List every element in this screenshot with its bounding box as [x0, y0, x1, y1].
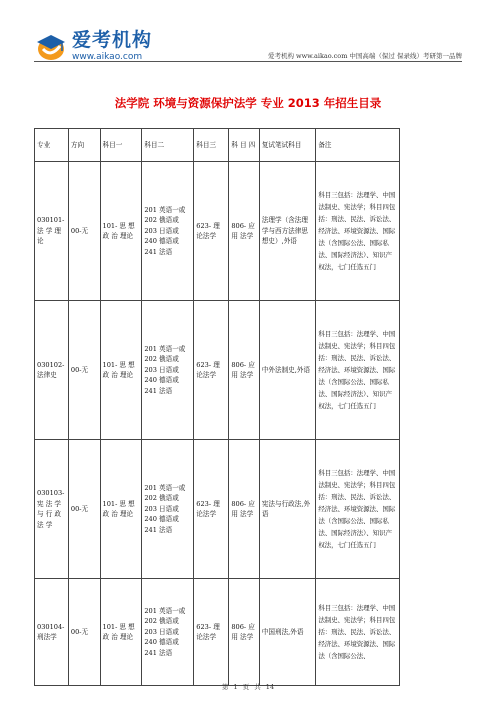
cell-subject3: 623- 理论法学 — [194, 301, 229, 440]
cell-exam: 中外法制史,外语 — [259, 301, 316, 440]
admission-table — [34, 128, 400, 686]
header-subject3: 科目三 — [194, 129, 229, 162]
cell-exam: 宪法与行政法,外语 — [259, 440, 316, 579]
site-logo[interactable] — [34, 27, 184, 65]
cell-exam: 法理学（含法理学与西方法律思想史）,外语 — [259, 162, 316, 301]
table-row — [35, 301, 400, 440]
cell-subject1: 101- 思 想 政 治 理论 — [100, 440, 142, 579]
cell-note: 科目三包括：法理学、中国法制史、宪法学；科目四包括：刑法、民法、诉讼法、经济法、环境资源法、国际法（含国际公法、 — [316, 579, 400, 686]
cell-note: 科目三包括：法理学、中国法制史、宪法学；科目四包括：刑法、民法、诉讼法、经济法、环境资源法、国际法（含国际公法、国际私法、国际经济法）、知识产权法，七门任选五门 — [316, 301, 400, 440]
logo-url: www.aikao.com — [72, 51, 143, 62]
header-note: 备注 — [316, 129, 400, 162]
table-row — [35, 162, 400, 301]
cell-subject2: 201 英语一或 202 俄语或 203 日语或 240 德语或 241 法语 — [142, 162, 194, 301]
cell-direction: 00-无 — [68, 579, 100, 686]
header-subject4: 科 目 四 — [229, 129, 260, 162]
cell-subject2: 201 英语一或 202 俄语或 203 日语或 240 德语或 241 法语 — [142, 579, 194, 686]
cell-subject2: 201 英语一或 202 俄语或 203 日语或 240 德语或 241 法语 — [142, 440, 194, 579]
cell-subject4: 806- 应 用 法学 — [229, 440, 260, 579]
cell-subject3: 623- 理论法学 — [194, 440, 229, 579]
cell-major: 030101- 法 学 理 论 — [35, 162, 69, 301]
header-exam: 复试笔试科目 — [259, 129, 316, 162]
cell-exam: 中国刑法,外语 — [259, 579, 316, 686]
header-subject1: 科目一 — [100, 129, 142, 162]
cell-direction: 00-无 — [68, 162, 100, 301]
cell-subject1: 101- 思 想 政 治 理论 — [100, 301, 142, 440]
cell-subject1: 101- 思 想 政 治 理论 — [100, 579, 142, 686]
header-direction: 方向 — [68, 129, 100, 162]
table-row — [35, 440, 400, 579]
cell-major: 030103- 宪 法 学 与 行 政 法 学 — [35, 440, 69, 579]
cell-major: 030104- 刑法学 — [35, 579, 69, 686]
cell-subject4: 806- 应 用 法学 — [229, 579, 260, 686]
header-subject2: 科目二 — [142, 129, 194, 162]
header-divider — [34, 61, 462, 62]
table-header-row — [35, 129, 400, 162]
cell-subject3: 623- 理论法学 — [194, 162, 229, 301]
graduation-cap-icon — [34, 29, 68, 63]
cell-direction: 00-无 — [68, 301, 100, 440]
header-major: 专业 — [35, 129, 69, 162]
cell-major: 030102- 法律史 — [35, 301, 69, 440]
table-row — [35, 579, 400, 686]
cell-subject4: 806- 应 用 法学 — [229, 301, 260, 440]
cell-note: 科目三包括：法理学、中国法制史、宪法学；科目四包括：刑法、民法、诉讼法、经济法、环境资源法、国际法（含国际公法、国际私法、国际经济法）、知识产权法，七门任选五门 — [316, 162, 400, 301]
logo-name: 爱考机构 — [72, 28, 153, 51]
cell-subject3: 623- 理论法学 — [194, 579, 229, 686]
cell-subject1: 101- 思 想 政 治 理论 — [100, 162, 142, 301]
cell-direction: 00-无 — [68, 440, 100, 579]
cell-note: 科目三包括：法理学、中国法制史、宪法学；科目四包括：刑法、民法、诉讼法、经济法、环境资源法、国际法（含国际公法、国际私法、国际经济法）、知识产权法，七门任选五门 — [316, 440, 400, 579]
cell-subject4: 806- 应 用 法学 — [229, 162, 260, 301]
page-footer: 第 1 页 共 14 — [221, 683, 275, 691]
document-title: 法学院 环境与资源保护法学 专业 2013 年招生目录 — [114, 96, 382, 110]
header-slogan: 爱考机构 www.aikao.com 中国高端（保过 保录线）考研第一品牌 — [267, 52, 462, 60]
cell-subject2: 201 英语一或 202 俄语或 203 日语或 240 德语或 241 法语 — [142, 301, 194, 440]
